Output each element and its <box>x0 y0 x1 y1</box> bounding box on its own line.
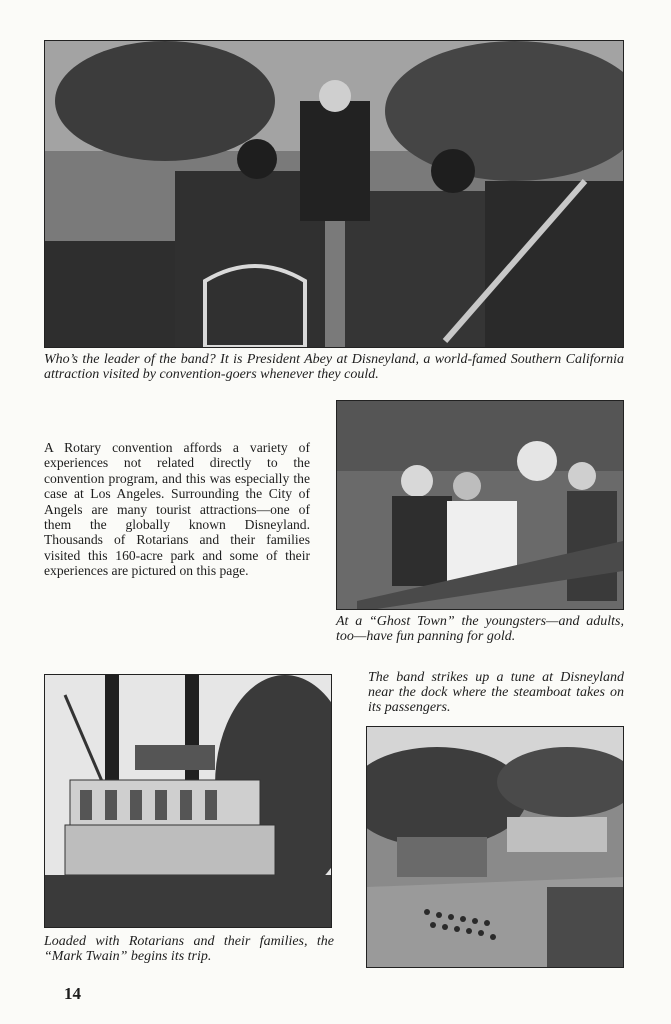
steamboat-image <box>45 675 331 927</box>
band-leader-image <box>45 41 623 347</box>
photo-steamboat <box>44 674 332 928</box>
photo-band-dock <box>366 726 624 968</box>
band-dock-image <box>367 727 623 967</box>
article-body-text: A Rotary convention affords a variety of experiences not related directly to the convention program, and this was especially the case at Los Angeles. Surrounding the City of Angels are many tourist attractions—one of them the globally known Disneyland. Thousands of Rotarians and their families visited this 160-acre park and some of their experiences are pictured on this page. <box>44 440 310 579</box>
caption-ghost-town: At a “Ghost Town” the youngsters—and adults, too—have fun panning for gold. <box>336 614 624 644</box>
photo-band-leader <box>44 40 624 348</box>
caption-band-leader: Who’s the leader of the band? It is President Abey at Disneyland, a world-famed Southern California attraction visited by convention-goers whenever they could. <box>44 352 624 382</box>
caption-band-dock: The band strikes up a tune at Disneyland near the dock where the steamboat takes on its passengers. <box>368 670 624 715</box>
ghost-town-image <box>337 401 623 609</box>
photo-ghost-town <box>336 400 624 610</box>
page-number: 14 <box>64 984 81 1003</box>
caption-steamboat: Loaded with Rotarians and their families, the “Mark Twain” begins its trip. <box>44 934 334 964</box>
